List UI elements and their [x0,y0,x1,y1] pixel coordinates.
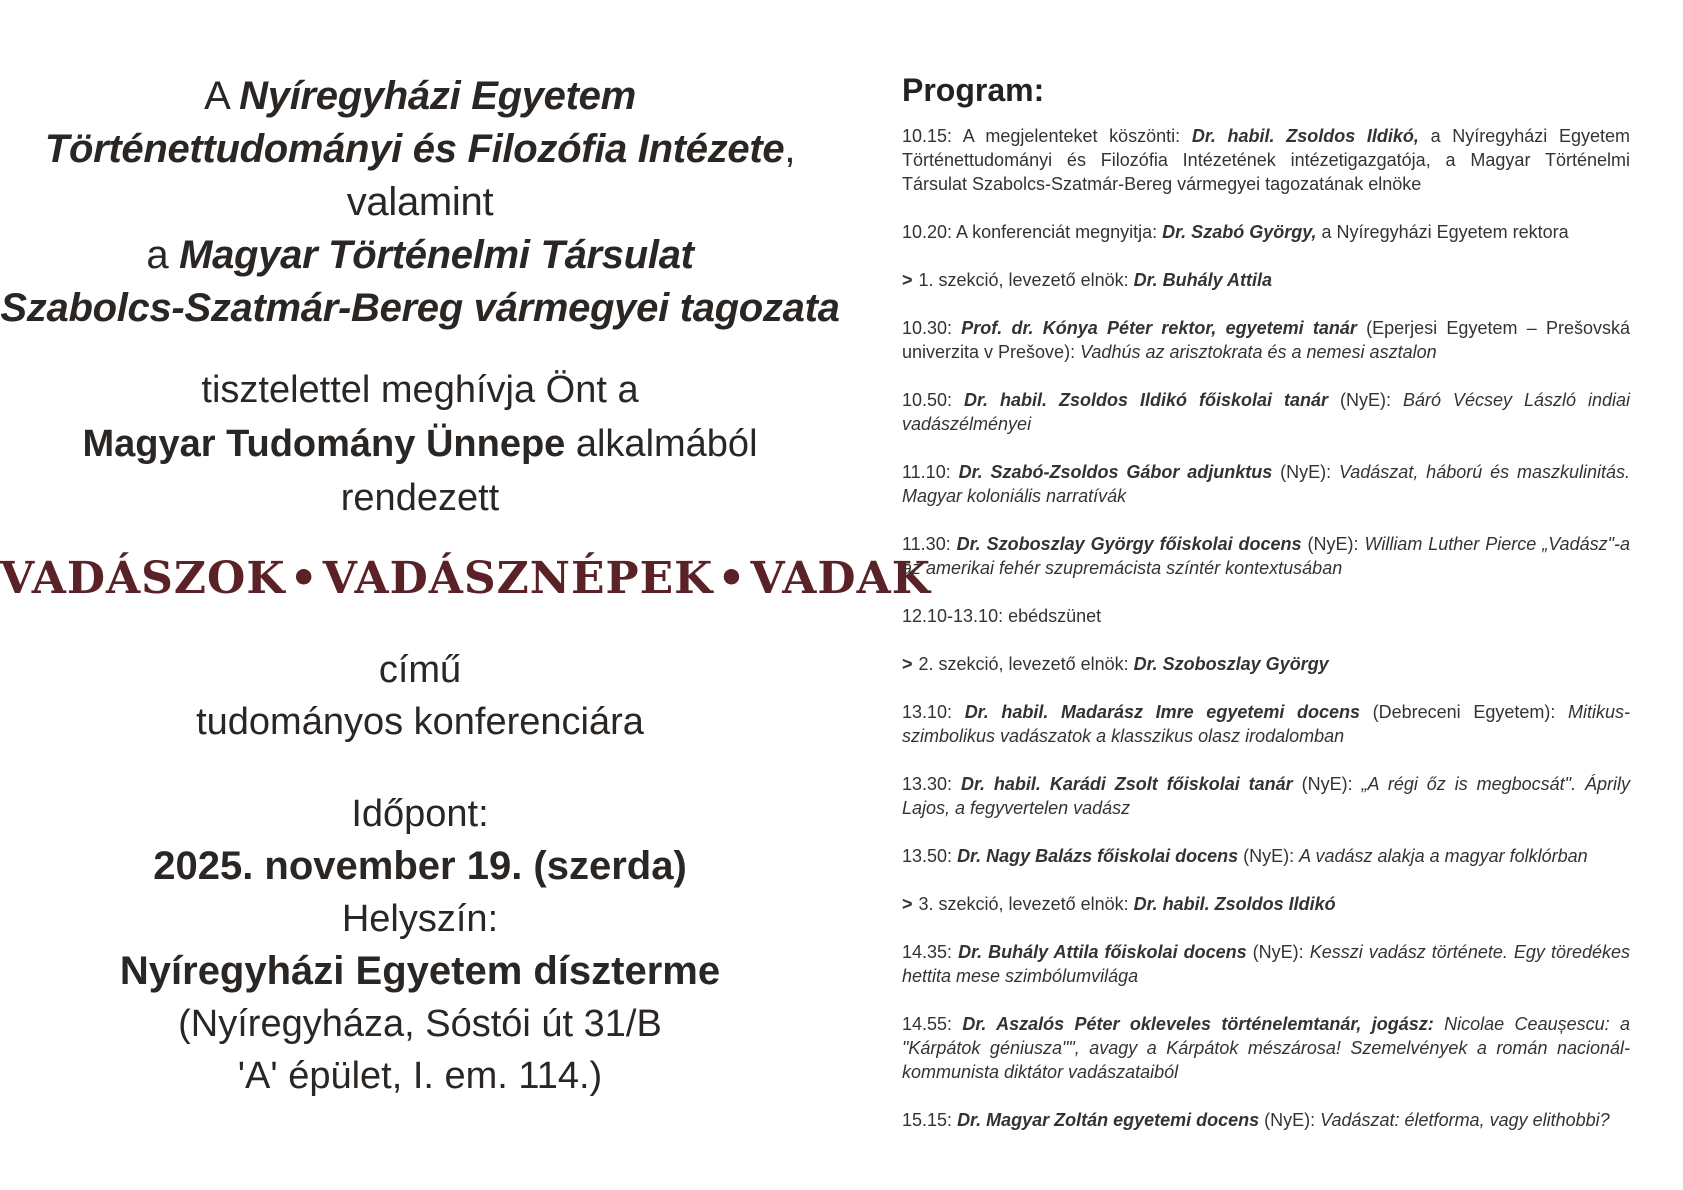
subtitle-2: tudományos konferenciára [196,701,644,743]
program-item: 13.10: Dr. habil. Madarász Imre egyetemi docens (Debreceni Egyetem): Mitikus-szimbolikus vadászatok a klasszikus olasz irodalomban [902,702,1630,746]
program-item: 13.50: Dr. Nagy Balázs főiskolai docens (NyE): A vadász alakja a magyar folklórban [902,846,1588,866]
program-item: 11.30: Dr. Szoboszlay György főiskolai docens (NyE): William Luther Pierce „Vadász"-a az amerikai fehér szupremácista színtér kontextusában [902,534,1630,578]
address-1: (Nyíregyháza, Sóstói út 31/B [178,1003,662,1045]
program-item: 14.55: Dr. Aszalós Péter okleveles történelemtanár, jogász: Nicolae Ceaușescu: a "Kárpátok géniusza"", avagy a Kárpátok mészárosa! Szemelvények a román nacionál-kommunista diktátor vadászataiból [902,1014,1630,1082]
invitation-panel [0,70,931,1102]
host-line-1: A Nyíregyházi Egyetem [204,74,636,118]
chevron-right-icon: > [902,654,913,674]
host-line-3: valamint [346,180,494,224]
subtitle-1: című [378,649,462,691]
invite-line: tisztelettel meghívja Önt a [201,369,639,411]
program-item: 11.10: Dr. Szabó-Zsoldos Gábor adjunktus (NyE): Vadászat, háború és maszkulinitás. Magyar koloniális narratívák [902,462,1630,506]
program-item: 10.20: A konferenciát megnyitja: Dr. Szabó György, a Nyíregyházi Egyetem rektora [902,222,1569,242]
place: Nyíregyházi Egyetem díszterme [119,949,721,993]
address-2: 'A' épület, I. em. 114.) [237,1055,603,1097]
event-line: Magyar Tudomány Ünnepe alkalmából rendezett [82,423,758,519]
conference-title: VADÁSZOK•VADÁSZNÉPEK•VADAK [0,553,931,604]
program-panel [902,72,1631,1156]
place-label: Helyszín: [341,898,499,940]
section-heading: > 1. szekció, levezető elnök: Dr. Buhály Attila [902,270,1272,290]
chevron-right-icon: > [902,894,913,914]
date: 2025. november 19. (szerda) [153,844,687,888]
section-heading: > 3. szekció, levezető elnök: Dr. habil. Zsoldos Ildikó [902,894,1336,914]
program-item: 10.15: A megjelenteket köszönti: Dr. habil. Zsoldos Ildikó, a Nyíregyházi Egyetem Történettudományi és Filozófia Intézetének intézetigazgatója, a Magyar Történelmi Társulat Szabolcs-Szatmár-Bereg vármegyei tagozatának elnöke [902,126,1630,194]
section-heading: > 2. szekció, levezető elnök: Dr. Szoboszlay György [902,654,1329,674]
program-item: 13.30: Dr. habil. Karádi Zsolt főiskolai tanár (NyE): „A régi őz is megbocsát". Áprily Lajos, a fegyvertelen vadász [902,774,1631,818]
program-title: Program: [902,72,1045,108]
chevron-right-icon: > [902,270,913,290]
program-item: 10.30: Prof. dr. Kónya Péter rektor, egyetemi tanár (Eperjesi Egyetem – Prešovská univerzita v Prešove): Vadhús az arisztokrata és a nemesi asztalon [902,318,1630,362]
host-line-2: Történettudományi és Filozófia Intézete, [44,127,796,171]
program-item: 12.10-13.10: ebédszünet [902,606,1102,626]
program-item: 14.35: Dr. Buhály Attila főiskolai docens (NyE): Kesszi vadász története. Egy töredékes hettita mese szimbólumvilága [902,942,1630,986]
program-item: 15.15: Dr. Magyar Zoltán egyetemi docens (NyE): Vadászat: életforma, vagy elithobbi? [902,1110,1610,1130]
time-label: Időpont: [351,793,489,835]
program-item: 10.50: Dr. habil. Zsoldos Ildikó főiskolai tanár (NyE): Báró Vécsey László indiai vadászélményei [902,390,1630,434]
host-line-5: Szabolcs-Szatmár-Bereg vármegyei tagozata [0,286,840,330]
host-line-4: a Magyar Történelmi Társulat [146,233,694,277]
